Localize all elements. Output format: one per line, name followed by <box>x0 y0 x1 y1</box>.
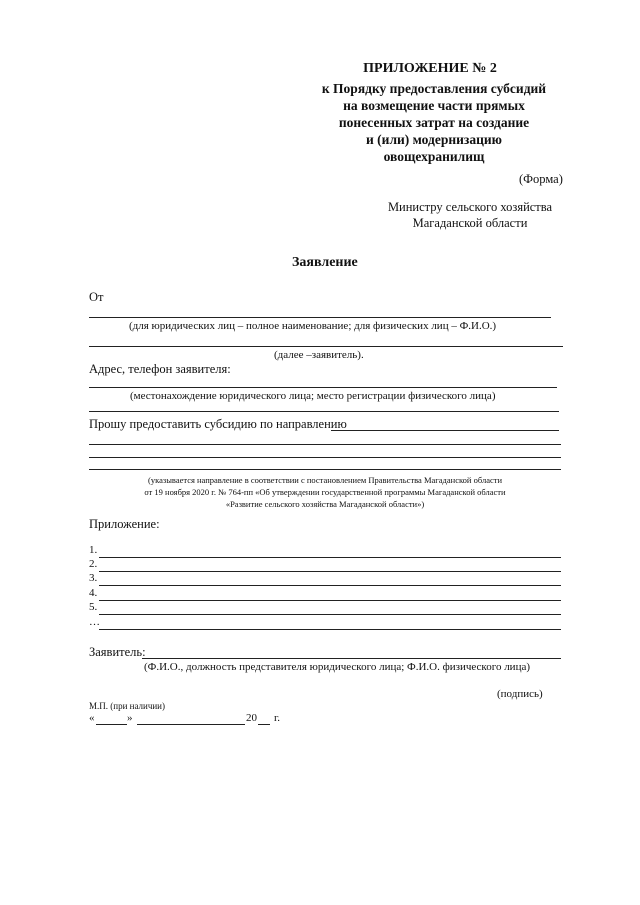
appendix-subtitle <box>300 80 568 165</box>
attachment-number: 1. <box>89 544 98 556</box>
applicant-hint: (далее –заявитель). <box>274 349 364 361</box>
from-field-line[interactable] <box>89 317 551 318</box>
attachment-line-2[interactable] <box>99 571 561 572</box>
direction-hint-line: (указывается направление в соответствии с постановлением Правительства Магаданской области <box>148 475 502 485</box>
attachment-number: 4. <box>89 587 98 599</box>
subtitle-line: на возмещение части прямых <box>343 98 525 113</box>
date-year: 20 <box>246 712 257 724</box>
date-suffix: г. <box>274 712 281 724</box>
request-field-line-4[interactable] <box>89 469 561 470</box>
attachments-label: Приложение: <box>89 517 160 531</box>
stamp-label: М.П. (при наличии) <box>89 701 165 711</box>
date-day-line[interactable] <box>96 724 127 725</box>
date-year-line[interactable] <box>258 724 270 725</box>
signature-hint: (подпись) <box>497 688 543 700</box>
subtitle-line: понесенных затрат на создание <box>338 115 530 130</box>
addressee-line: Магаданской области <box>412 216 528 230</box>
from-field-line-2[interactable] <box>89 346 563 347</box>
attachment-number: 2. <box>89 558 98 570</box>
attachment-line-6[interactable] <box>99 629 561 630</box>
direction-hint <box>86 474 564 510</box>
request-field-line-2[interactable] <box>89 444 561 445</box>
address-label: Адрес, телефон заявителя: <box>89 362 231 376</box>
subtitle-line: и (или) модернизацию <box>366 132 502 147</box>
appendix-title: ПРИЛОЖЕНИЕ № 2 <box>363 61 497 76</box>
request-field-line-3[interactable] <box>89 457 561 458</box>
date-close-quote: » <box>127 712 133 724</box>
applicant-label: Заявитель: <box>89 645 146 659</box>
request-field-line[interactable] <box>331 430 559 431</box>
subtitle-line: овощехранилищ <box>383 149 485 164</box>
address-field-line[interactable] <box>89 387 557 388</box>
direction-hint-line: «Развитие сельского хозяйства Магаданской области») <box>225 499 425 509</box>
direction-hint-line: от 19 ноября 2020 г. № 764-пп «Об утверждении государственной программы Магаданской области <box>144 487 506 497</box>
applicant-sign-hint: (Ф.И.О., должность представителя юридического лица; Ф.И.О. физического лица) <box>144 661 531 673</box>
attachment-number: 5. <box>89 601 98 613</box>
request-text: Прошу предоставить субсидию по направлению <box>89 417 347 431</box>
addressee <box>370 199 570 231</box>
attachment-line-4[interactable] <box>99 600 561 601</box>
attachment-number: 3. <box>89 572 98 584</box>
attachment-line-5[interactable] <box>99 614 561 615</box>
attachment-line-3[interactable] <box>99 585 561 586</box>
date-month-line[interactable] <box>137 724 245 725</box>
from-label: От <box>89 290 104 304</box>
addressee-line: Министру сельского хозяйства <box>387 200 553 214</box>
from-hint: (для юридических лиц – полное наименование; для физических лиц – Ф.И.О.) <box>129 320 497 332</box>
address-field-line-2[interactable] <box>89 411 559 412</box>
subtitle-line: к Порядку предоставления субсидий <box>321 81 547 96</box>
date-open-quote: « <box>89 712 95 724</box>
document-title: Заявление <box>292 255 358 270</box>
attachment-line-1[interactable] <box>99 557 561 558</box>
applicant-field-line[interactable] <box>142 658 561 659</box>
attachment-number: … <box>89 616 100 628</box>
form-label: (Форма) <box>519 172 563 186</box>
address-hint: (местонахождение юридического лица; место регистрации физического лица) <box>130 390 496 402</box>
